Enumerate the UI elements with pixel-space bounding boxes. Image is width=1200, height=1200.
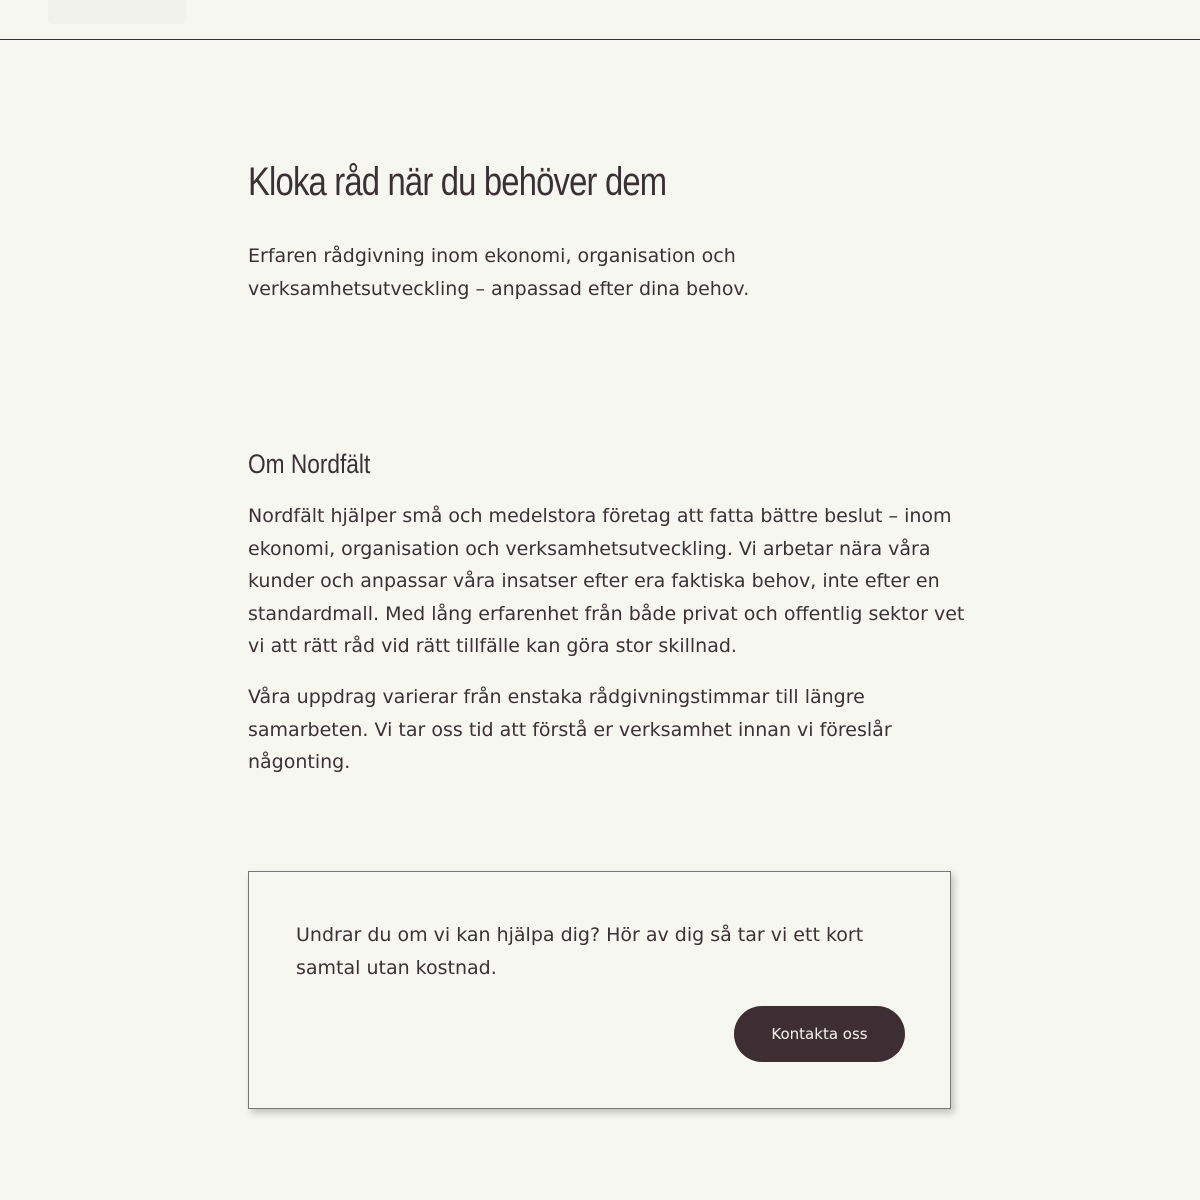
contact-card bbox=[248, 871, 951, 1109]
contact-card-text: Undrar du om vi kan hjälpa dig? Hör av dig så tar vi ett kort samtal utan kostnad. bbox=[296, 924, 864, 979]
contact-button[interactable]: Kontakta oss bbox=[734, 1006, 905, 1062]
top-bar bbox=[0, 0, 1200, 40]
about-paragraph-1: Nordfält hjälper små och medelstora företag att fatta bättre beslut – inom ekonomi, organisation och verksamhetsutveckling. Vi arbetar nära våra kunder och anpassar våra insatser efter era faktiska behov, inte efter en standardmall. Med lång erfarenhet från både privat och offentlig sektor vet vi att rätt råd vid rätt tillfälle kan göra stor skillnad. bbox=[248, 505, 965, 658]
hero-lead: Erfaren rådgivning inom ekonomi, organisation och verksamhetsutveckling – anpassad efter dina behov. bbox=[248, 245, 750, 300]
logo-area[interactable] bbox=[48, 0, 186, 24]
about-title: Om Nordfält bbox=[248, 449, 371, 479]
about-paragraph-2: Våra uppdrag varierar från enstaka rådgivningstimmar till längre samarbeten. Vi tar oss tid att förstå er verksamhet innan vi föreslår någonting. bbox=[248, 686, 892, 774]
hero-title: Kloka råd när du behöver dem bbox=[248, 160, 667, 204]
